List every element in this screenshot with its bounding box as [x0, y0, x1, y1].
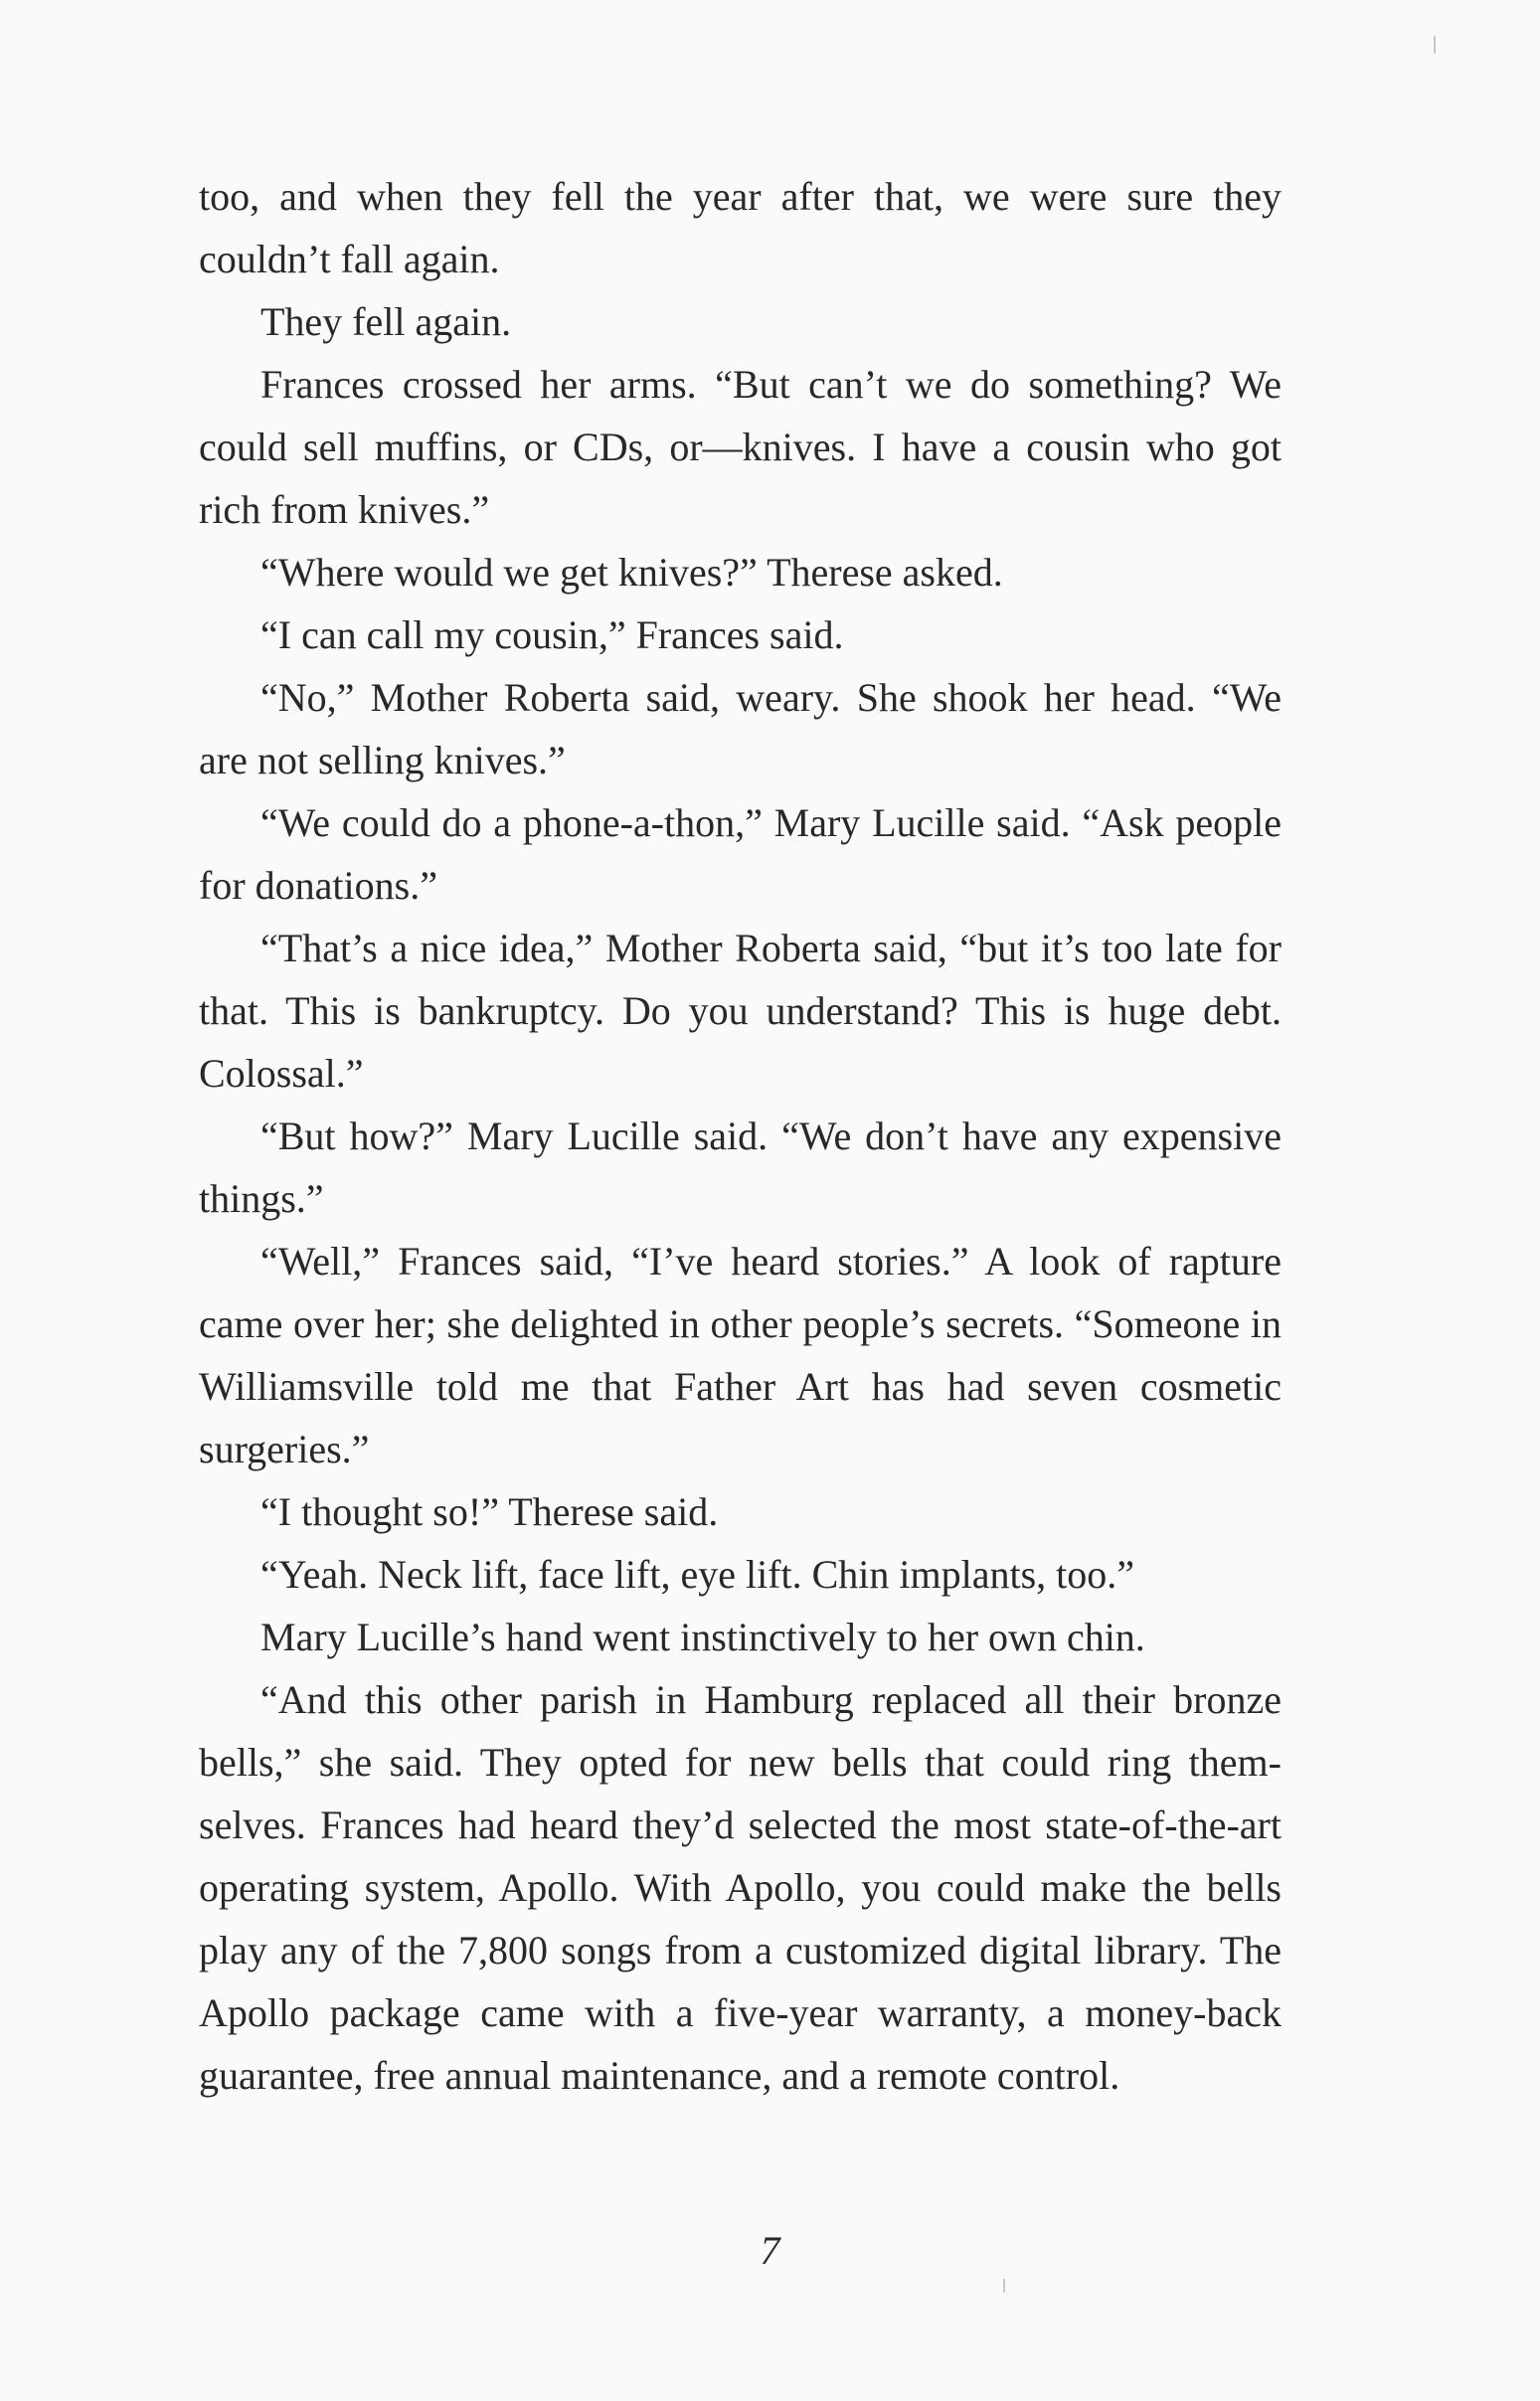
paragraph: Mary Lucille’s hand went instinctively to her own chin.: [260, 1615, 1145, 1659]
paragraph: “But how?” Mary Lucille said. “We don’t have any expensive things.”: [199, 1114, 1282, 1221]
paragraph: “We could do a phone-a-thon,” Mary Lucille said. “Ask people for donations.”: [199, 800, 1282, 908]
paragraph: Frances crossed her arms. “But can’t we do something? We could sell muffins, or CDs, or—knives. I have a cousin who got rich from knives.”: [199, 362, 1282, 532]
paragraph: “I can call my cousin,” Frances said.: [260, 612, 844, 657]
paragraph: “No,” Mother Roberta said, weary. She shook her head. “We are not selling knives.”: [199, 675, 1282, 782]
paragraph: “Well,” Frances said, “I’ve heard stories.” A look of rapture came over her; she delighted in other people’s secrets. “Someone in Williamsville told me that Father Art has had seven cosmetic surgeries.”: [199, 1239, 1282, 1471]
body-text: [199, 165, 1282, 2107]
page-number: 7: [760, 2228, 780, 2273]
paper-speck: [1434, 36, 1436, 54]
paragraph: too, and when they fell the year after that, we were sure they couldn’t fall again.: [199, 174, 1282, 281]
paragraph: “That’s a nice idea,” Mother Roberta said, “but it’s too late for that. This is bankruptcy. Do you understand? This is huge debt. Colossal.”: [199, 926, 1282, 1096]
paragraph: “I thought so!” Therese said.: [260, 1489, 719, 1534]
paragraph: They fell again.: [260, 299, 512, 344]
paper-speck: [1003, 2279, 1005, 2293]
paragraph: “Where would we get knives?” Therese asked.: [260, 550, 1003, 595]
paragraph: “Yeah. Neck lift, face lift, eye lift. Chin implants, too.”: [260, 1552, 1135, 1597]
paragraph: “And this other parish in Hamburg replaced all their bronze bells,” she said. They opted for new bells that could ring themselves. Frances had heard they’d selected the most state-of-the-art operating system, Apollo. With Apollo, you could make the bells play any of the 7,800 songs from a customized digital library. The Apollo package came with a five-year warranty, a money-back guarantee, free annual maintenance, and a remote control.: [199, 1677, 1282, 2098]
